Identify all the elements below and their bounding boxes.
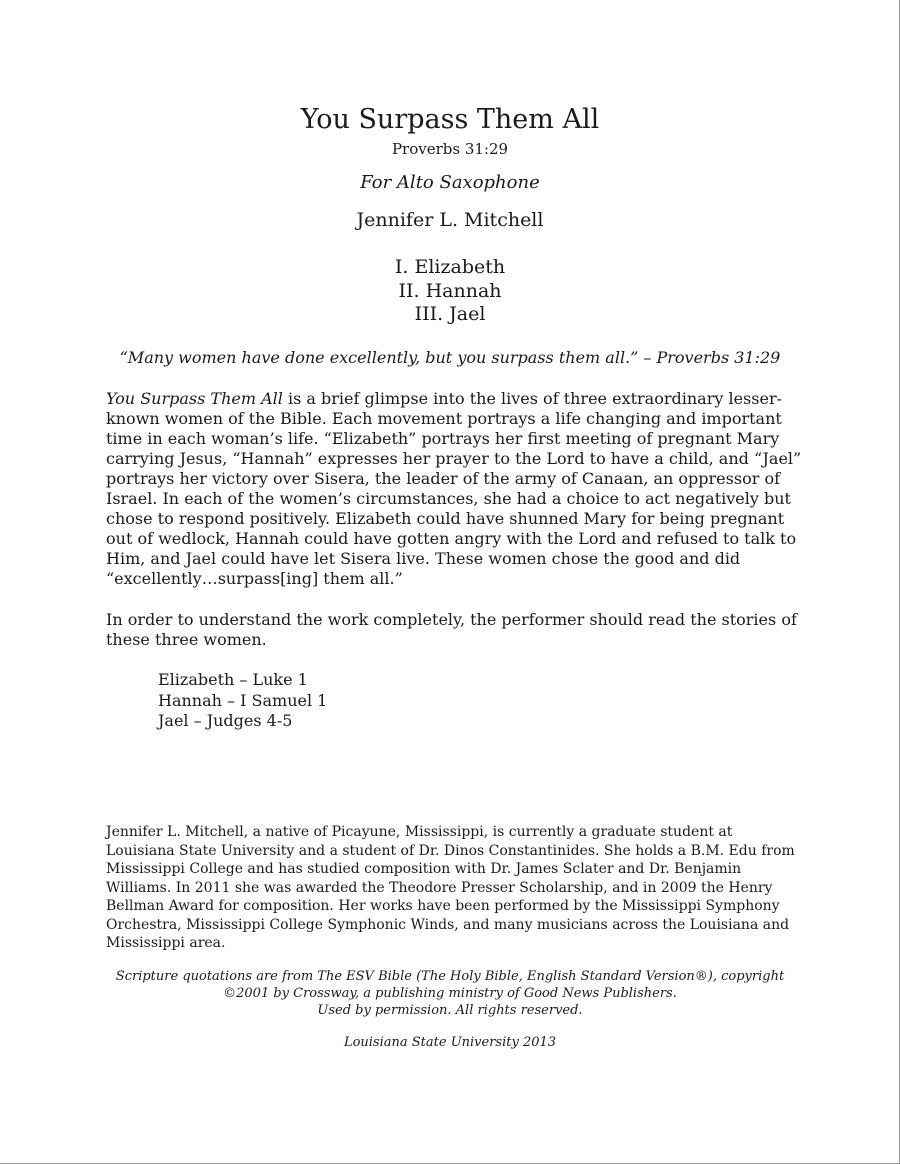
scripture-reference: Proverbs 31:29 (391, 140, 509, 158)
page-title: You Surpass Them All (300, 104, 600, 135)
program-note-text: is a brief glimpse into the lives of three extraordinary lesser-known women of the Bible. Each movement portrays a life changing and important time in each woman’s life. “Elizabeth” portrays her first meeting of pregnant Mary carrying Jesus, “Hannah” expresses her prayer to the Lord to have a child, and “Jael” portrays her victory over Sisera, the leader of the army of Canaan, an oppressor of Israel. In each of the women’s circumstances, she had a choice to act negatively but chose to respond positively. Elizabeth could have shunned Mary for being pregnant out of wedlock, Hannah could have gotten angry with the Lord and refused to talk to Him, and Jael could have let Sisera live. These women chose the good and did “excellently…surpass[ing] them all.” (106, 389, 802, 588)
permission-credit (0, 968, 900, 1019)
reference-item: Elizabeth – Luke 1 (158, 670, 308, 689)
reference-item: Hannah – I Samuel 1 (158, 690, 328, 710)
movement-item: III. Jael (414, 303, 486, 325)
program-note (106, 389, 806, 589)
epigraph-quote: “Many women have done excellently, but you surpass them all.” – Proverbs 31:29 (119, 348, 781, 367)
movement-item: I. Elizabeth (394, 256, 506, 278)
scripture-references (158, 670, 327, 732)
credit-line: ©2001 by Crossway, a publishing ministry of Good News Publishers. (223, 986, 677, 1001)
composer-bio: Jennifer L. Mitchell, a native of Picayune, Mississippi, is currently a graduate student at Louisiana State University and a student of Dr. Dinos Constantinides. She holds a B.M. Edu from Mississippi College and has studied composition with Dr. James Sclater and Dr. Benjamin Williams. In 2011 she was awarded the Theodore Presser Scholarship, and in 2009 the Henry Bellman Award for composition. Her works have been performed by the Mississippi Symphony Orchestra, Mississippi College Symphonic Winds, and many musicians across the Louisiana and Mississippi area. (106, 824, 795, 951)
composer-name: Jennifer L. Mitchell (356, 209, 544, 231)
page-footer: Louisiana State University 2013 (343, 1035, 557, 1050)
movement-item: II. Hannah (398, 279, 502, 302)
credit-line: Used by permission. All rights reserved. (317, 1003, 583, 1018)
movement-list (0, 256, 900, 327)
reference-item: Jael – Judges 4-5 (158, 711, 293, 730)
performer-note: In order to understand the work completely, the performer should read the stories of these three women. (106, 610, 797, 649)
program-note-work-title: You Surpass Them All (106, 389, 283, 408)
instrumentation: For Alto Saxophone (360, 172, 540, 193)
credit-line: Scripture quotations are from The ESV Bible (The Holy Bible, English Standard Version®), copyright (115, 969, 785, 984)
